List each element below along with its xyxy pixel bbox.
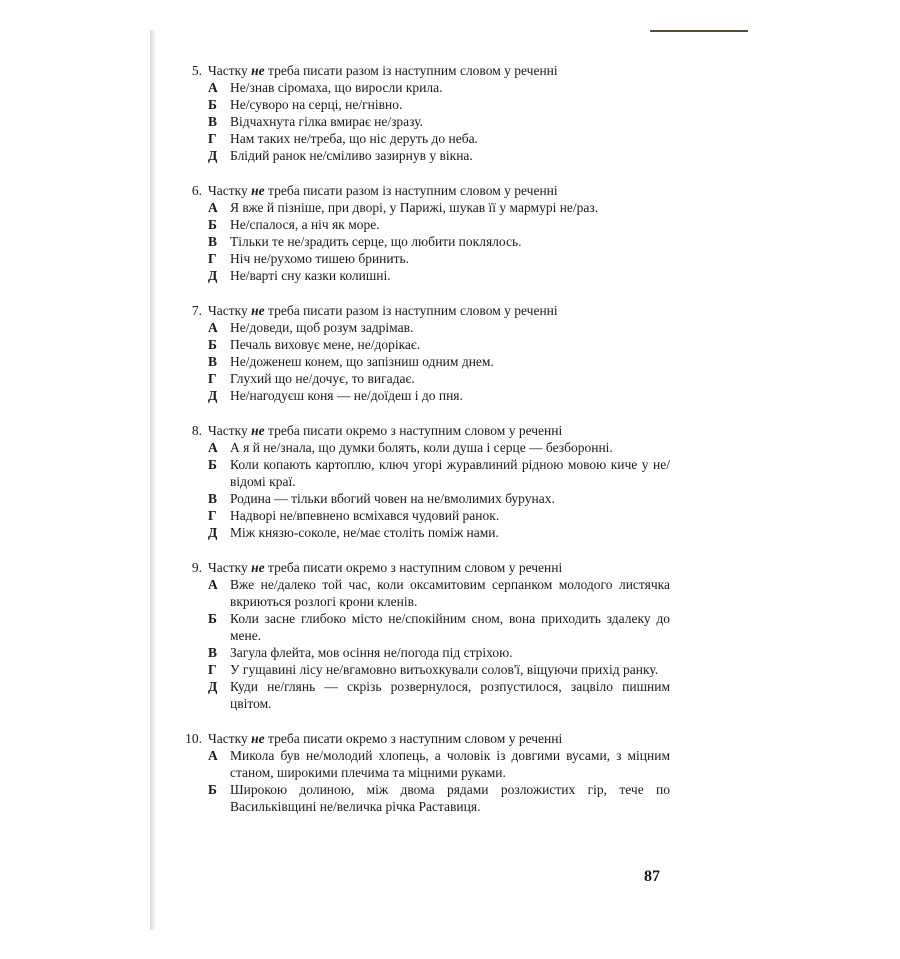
question-heading: [170, 182, 670, 199]
option-text: Микола був не/молодий хлопець, а чоловік із довгими вусами, з міцним станом, широкими плечима та міцними руками.: [230, 748, 670, 780]
question-9: [170, 559, 670, 712]
option-d[interactable]: [208, 678, 670, 712]
option-b[interactable]: [208, 610, 670, 644]
option-text: Я вже й пізніше, при дворі, у Парижі, шукав її у мармурі не/раз.: [230, 200, 599, 215]
option-text: Не/нагодуєш коня — не/доїдеш і до пня.: [230, 388, 463, 403]
question-prompt: Частку не треба писати разом із наступним словом у реченні: [208, 183, 558, 198]
particle-ne: не: [251, 183, 265, 198]
test-page-content: [170, 62, 670, 833]
option-d[interactable]: [208, 147, 670, 164]
option-letter: Б: [208, 337, 217, 352]
option-letter: Г: [208, 131, 217, 146]
option-letter: В: [208, 234, 218, 249]
option-text: Не/спалося, а ніч як море.: [230, 217, 380, 232]
option-text: Між князю-соколе, не/має століть поміж нами.: [230, 525, 499, 540]
option-text: Не/варті сну казки колишні.: [230, 268, 391, 283]
option-letter: А: [208, 200, 218, 215]
question-number: 6.: [191, 183, 202, 198]
question-prompt: Частку не треба писати окремо з наступним словом у реченні: [208, 423, 563, 438]
question-10: [170, 730, 670, 815]
option-a[interactable]: [208, 576, 670, 610]
option-text: Нам таких не/треба, що ніс деруть до неба.: [230, 131, 478, 146]
option-text: Не/доженеш конем, що запізниш одним днем.: [230, 354, 494, 369]
option-h[interactable]: [208, 370, 670, 387]
option-b[interactable]: [208, 336, 670, 353]
question-8: [170, 422, 670, 541]
option-a[interactable]: [208, 199, 670, 216]
option-letter: А: [208, 80, 218, 95]
question-6: [170, 182, 670, 284]
question-number: 5.: [191, 63, 202, 78]
question-heading: [170, 62, 670, 79]
option-text: Глухий що не/дочує, то вигадає.: [230, 371, 415, 386]
option-letter: А: [208, 748, 218, 763]
question-heading: [170, 559, 670, 576]
option-text: Куди не/глянь — скрізь розвернулося, розпустилося, зацвіло пишним цвітом.: [230, 679, 670, 711]
option-a[interactable]: [208, 439, 670, 456]
option-letter: Д: [208, 148, 218, 163]
option-letter: Г: [208, 251, 217, 266]
option-b[interactable]: [208, 216, 670, 233]
option-letter: А: [208, 577, 218, 592]
option-letter: Д: [208, 388, 218, 403]
option-text: Широкою долиною, між двома рядами розложистих гір, тече по Васильківщині не/величка річка Раставиця.: [230, 782, 670, 814]
particle-ne: не: [251, 423, 265, 438]
option-text: Надворі не/впевнено всміхався чудовий ранок.: [230, 508, 500, 523]
question-heading: [170, 730, 670, 747]
option-letter: Д: [208, 679, 218, 694]
option-letter: Б: [208, 217, 217, 232]
particle-ne: не: [251, 731, 265, 746]
option-d[interactable]: [208, 387, 670, 404]
option-letter: Б: [208, 457, 217, 472]
option-letter: Б: [208, 782, 217, 797]
option-text: Блідий ранок не/сміливо зазирнув у вікна.: [230, 148, 473, 163]
option-v[interactable]: [208, 644, 670, 661]
option-v[interactable]: [208, 353, 670, 370]
page-shadow-edge: [150, 30, 156, 930]
top-rule: [650, 30, 748, 32]
option-text: Родина — тільки вбогий човен на не/вмолимих бурунах.: [230, 491, 555, 506]
option-letter: В: [208, 354, 218, 369]
option-letter: В: [208, 491, 218, 506]
question-number: 10.: [185, 731, 202, 746]
question-prompt: Частку не треба писати разом із наступним словом у реченні: [208, 63, 558, 78]
option-text: А я й не/знала, що думки болять, коли душа і серце — безборонні.: [230, 440, 613, 455]
question-number: 7.: [191, 303, 202, 318]
option-v[interactable]: [208, 113, 670, 130]
option-text: У гущавині лісу не/вгамовно витьохкували солов'ї, віщуючи прихід ранку.: [230, 662, 659, 677]
option-text: Не/знав сіромаха, що виросли крила.: [230, 80, 443, 95]
question-number: 9.: [191, 560, 202, 575]
particle-ne: не: [251, 560, 265, 575]
option-letter: Г: [208, 371, 217, 386]
option-letter: Д: [208, 525, 218, 540]
option-text: Загула флейта, мов осіння не/погода під стріхою.: [230, 645, 513, 660]
option-text: Печаль виховує мене, не/дорікає.: [230, 337, 421, 352]
question-prompt: Частку не треба писати разом із наступним словом у реченні: [208, 303, 558, 318]
option-letter: Д: [208, 268, 218, 283]
option-b[interactable]: [208, 456, 670, 490]
option-letter: Б: [208, 97, 217, 112]
option-h[interactable]: [208, 130, 670, 147]
option-text: Ніч не/рухомо тишею бринить.: [230, 251, 410, 266]
option-letter: В: [208, 114, 218, 129]
option-text: Вже не/далеко той час, коли оксамитовим серпанком молодого листячка вкриються розлогі крони кленів.: [230, 577, 670, 609]
option-b[interactable]: [208, 781, 670, 815]
particle-ne: не: [251, 63, 265, 78]
particle-ne: не: [251, 303, 265, 318]
option-h[interactable]: [208, 661, 670, 678]
option-text: Відчахнута гілка вмирає не/зразу.: [230, 114, 423, 129]
question-heading: [170, 422, 670, 439]
question-5: [170, 62, 670, 164]
question-prompt: Частку не треба писати окремо з наступним словом у реченні: [208, 560, 563, 575]
option-text: Не/доведи, щоб розум задрімав.: [230, 320, 414, 335]
option-d[interactable]: [208, 524, 670, 541]
option-b[interactable]: [208, 96, 670, 113]
option-text: Коли копають картоплю, ключ угорі журавлиний рідною мовою киче у не/відомі краї.: [230, 457, 670, 489]
question-heading: [170, 302, 670, 319]
option-h[interactable]: [208, 507, 670, 524]
option-text: Коли засне глибоко місто не/спокійним сном, вона приходить здалеку до мене.: [230, 611, 670, 643]
option-letter: В: [208, 645, 218, 660]
option-letter: Г: [208, 508, 217, 523]
question-number: 8.: [191, 423, 202, 438]
option-d[interactable]: [208, 267, 670, 284]
option-a[interactable]: [208, 319, 670, 336]
option-letter: А: [208, 440, 218, 455]
option-letter: Б: [208, 611, 217, 626]
option-v[interactable]: [208, 233, 670, 250]
option-a[interactable]: [208, 79, 670, 96]
option-text: Тільки те не/зрадить серце, що любити поклялось.: [230, 234, 522, 249]
option-h[interactable]: [208, 250, 670, 267]
page-number: 87: [644, 868, 660, 885]
option-letter: А: [208, 320, 218, 335]
question-prompt: Частку не треба писати окремо з наступним словом у реченні: [208, 731, 563, 746]
option-v[interactable]: [208, 490, 670, 507]
option-text: Не/суворо на серці, не/гнівно.: [230, 97, 403, 112]
option-letter: Г: [208, 662, 217, 677]
option-a[interactable]: [208, 747, 670, 781]
question-7: [170, 302, 670, 404]
